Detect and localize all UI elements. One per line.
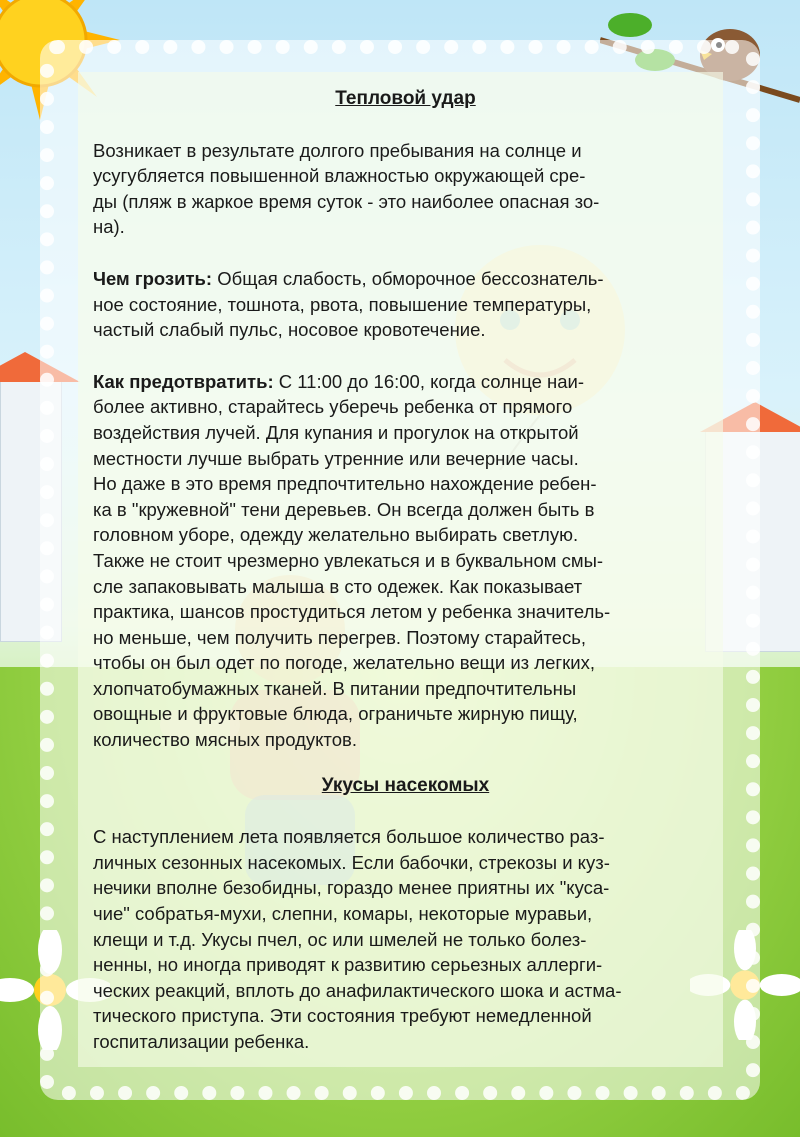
heat-prevention <box>93 369 718 753</box>
threat-label: Чем грозить: <box>93 267 213 289</box>
article <box>93 86 718 1081</box>
prevent-text: С 11:00 до 16:00, когда солнце наи- более активно, старайтесь уберечь ребенка от прямого воздействия лучей. Для купания и прогулок на открытой местности лучше выбрать утренние или вечерние часы. Но даже в это время предпочтительно нахождение ребен- ка в "кружевной" тени деревьев. Он всегда должен быть в головном уборе, одежду желательно выбирать светлую. Также не стоит чрезмерно увлекаться и в буквальном смы- сле запаковывать малыша в сто одежек. Как показывает практика, шансов простудиться летом у ребенка значитель- но меньше, чем получить перегрев. Поэтому старайтесь, чтобы он был одет по погоде, желательно вещи из легких, хлопчатобумажных тканей. В питании предпочтительны овощные и фруктовые блюда, ограничьте жирную пищу, количество мясных продуктов. <box>93 370 611 751</box>
insect-text: С наступлением лета появляется большое количество раз- личных сезонных насекомых. Если бабочки, стрекозы и куз- нечики вполне безобидны, гораздо менее приятны их "куса- чие" собратья-мухи, слепни, комары, некоторые муравьи, клещи и т.д. Укусы пчел, ос или шмелей не только болез- ненны, но иногда приводят к развитию серьезных аллерги- ческих реакций, вплоть до анафилактического шока и астма- тического приступа. Эти состояния требуют немедленной госпитализации ребенка. <box>93 826 622 1052</box>
heat-threat <box>93 266 718 343</box>
insect-bites-title: Укусы насекомых <box>321 774 490 796</box>
heat-stroke-title: Тепловой удар <box>335 88 476 109</box>
heat-intro: Возникает в результате долгого пребывания на солнце и усугубляется повышенной влажностью окружающей сре- ды (пляж в жаркое время суток - это наиболее опасная зо- на). <box>93 139 600 238</box>
prevent-label: Как предотвратить: <box>93 370 274 392</box>
threat-text: Общая слабость, обморочное бессознатель- ное состояние, тошнота, рвота, повышение температуры, частый слабый пульс, носовое кровотечение. <box>93 267 604 341</box>
